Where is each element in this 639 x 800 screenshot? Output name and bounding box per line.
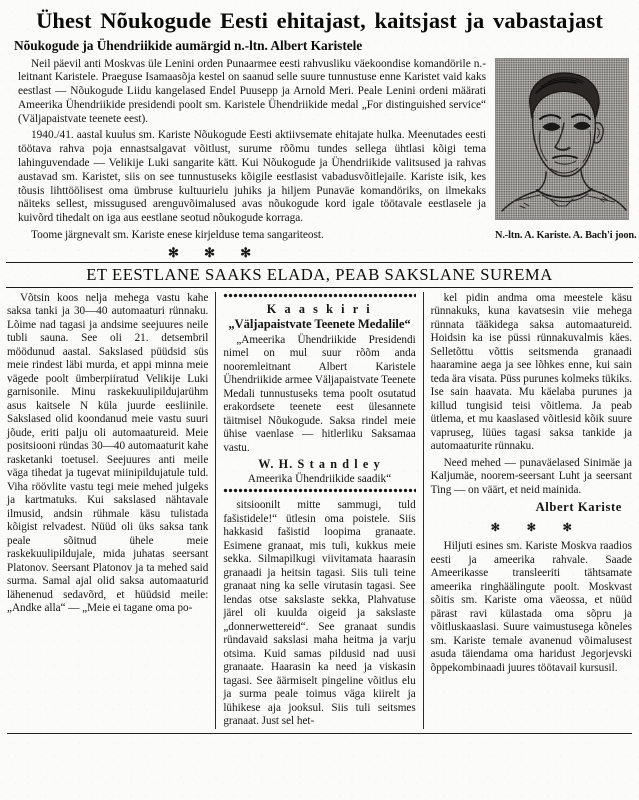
intro-paragraph-1: Neil päevil anti Moskvas üle Lenini orden Punaarmee eesti rahvusliku väekoondise komandörile n.-leitnant Karistele. Praeguse Isamaasõja kestel on saanud selle suure tunnustuse enne Karistet vaid kaks eestlast — Nõukogude Liidu kangelased Endel Puusepp ja Arnold Meri. Peale Lenini ordeni määrati Ameerika Ühendriikide presidendi poolt sm. Karistele Ühendriikide medal „For distinguished service“ (Väljapaistvate teenete eest). <box>18 57 486 125</box>
section-rule-bottom <box>6 287 633 288</box>
right-closing-paragraph: Hiljuti esines sm. Kariste Moskva raadios eesti ja ameerika rahvale. Saade Ameerikasse transleeriti tähtsamate ameerika ringhäälingute poolt. Moskvast sõitis sm. Kariste oma väeossa, et nüüd pärast ravi külastada oma sõpru ja võitluskaaslasi. Suure vaimustusega kõneles sm. Kariste temale avanenud võimalusest asuda täiendama oma haridust Jegorjevski õppekombinaadi juures töötavail kursusil. <box>430 540 632 674</box>
right-star-divider: ✻ ✻ ✻ <box>490 522 584 535</box>
intro-paragraph-2: 1940./41. aastal kuulus sm. Kariste Nõukogude Eesti aktiivsemate ehitajate hulka. Meenutades eesti töötava rahva poja ennastsalgavat võitlust, surume rõõmu tundes sellega ühtlasi kõigi tema lahinguvendade — Velikije Luki sangarite kätt. Kui Nõukogude ja Ühendriikide valitsused ja rahvas austavad sm. Karistet, siis on see tunnustuseks kõigile eestlasist vabadusvõitlejaile. Kariste isik, kes tõusis lihttöölisest oma ümbruse kultuurielu juhiks ja hiljem Punaväe komandöriks, on ilmekaks näiteks sellest, missugused arenguvõimalused avas nõukogude kord igale töötavale eestlasele ja kuivõrd tihedalt on iga aus eestlane seotud nõukogude korraga. <box>18 129 486 225</box>
page-bottom-rule <box>7 733 632 734</box>
three-column-body <box>0 292 639 729</box>
citation-title: K a a s k i r i <box>266 301 373 316</box>
section-heading: ET EESTLANE SAAKS ELADA, PEAB SAKSLANE SUREMA <box>86 264 553 284</box>
article-signature: Albert Kariste <box>535 500 622 515</box>
box-bottom-dotted-rule <box>223 487 415 494</box>
citation-signature: W. H. S t a n d l e y <box>258 457 381 472</box>
citation-signature-role: Ameerika Ühendriikide saadik“ <box>247 473 392 486</box>
column-left <box>7 292 215 729</box>
right-paragraph-1: kel pidin andma oma meestele käsu rünnakuks, kuna kavatsesin viie mehega rünnata tääkidega saksa automaatureid. Hoidsin ka ise püssi rünnakuvalmis käes. Selletõttu võttis seitsmenda granaadi haaramine aega ja see lõhkes enne, kui sain teda ära visata. Püss purunes kolmeks tükiks. Ise sain haavata. Mu käelaba purunes ja killud tungisid teisi võitlema. Ja peab ütlema, et mu kaaslased võitlesid kõik suure vapruseg, lüües tagasi saksa tankide ja automaaturite rünnaku. <box>430 291 632 453</box>
intro-paragraph-3: Toome järgnevalt sm. Kariste enese kirjelduse tema sangariteost. <box>31 228 324 241</box>
intro-section <box>0 54 639 260</box>
portrait-figure <box>495 58 637 241</box>
column-right <box>424 292 632 729</box>
portrait-caption: N.-ltn. A. Kariste. A. Bach'i joon. <box>495 229 637 241</box>
citation-body: „Ameerika Ühendriikide Presidendi nimel on mul suur rõõm anda nooremleitnant Albert Karistele Ühendriikide armee Väljapaistvate Teenete Medali tunnustuseks tema poolt osutatud erakordsete teenete eest ülesannete täitmisel Nõukogude. Saksa rindel meie ühise vaenlase — hitlerliku Saksamaa vastu. <box>223 333 416 454</box>
right-paragraph-2: Need mehed — punaväelased Sinimäe ja Kaljumäe, noorem-seersant Luht ja seersant Ting — on väärt, et neid mainida. <box>430 456 632 496</box>
middle-paragraph-1: sitsioonilt mitte sammugi, tuld fašistidele!“ ütlesin oma poistele. Siis hakkasid fašistid loopima granaate. Esimene granaat, mis tuli, kukkus meie sekka. Silmapilkugi viivitamata haarasin granaadi ja heitsin tagasi. Siis tuli teine granaat ning ka selle virutasin tagasi. See lendas otse sakslaste sekka, Plahvatuse järel oli kuulda oigeid ja sakslaste „donnerwettereid“. See granaat sundis ründavaid sakslasi maha heitma ja varju otsima. Kuid samas pildusid nad uusi granaate. Haarasin ka need ja viskasin tagasi. See äärmiselt pingeline võitlus elu ja surma peale toimus väga kiirelt ja lühikese aja jooksul. Siis tuli seitsmes granaat. Just sel het- <box>223 499 416 728</box>
page-subtitle: Nõukogude ja Ühendriikide aumärgid n.-ltn. Albert Karistele <box>14 37 363 53</box>
column-middle <box>215 292 423 729</box>
left-paragraph-1: Võtsin koos nelja mehega vastu kahe saksa tanki ja 30—40 automaaturi rünnaku. Lõime nad tagasi ja andsime seejuures neile tubli sauna. See oli 21. detsembril möödunud aastal. Sakslased püüdsid süs meie rindest läbi murda, et appi minna meie vägede poolt ümberpiiratud Velikije Luki garnisonile. Minu raskekuulipildujarühm asus kaitsele N küla juurde eesliinile. Sakslased olid koondanud meie vastu suuri jõude, eriti palju oli automaatureid. Meie positsiooni ründas 30—40 automaaturit kahe rasketanki toetusel. Seejuures anti meile väga tihedat ja tugevat miinipildujatule tuld. Viha röövlite vastu tegi meie mehed julgeks ja kartmatuks. Kui sakslased nähtavale ilmusid, andsin rühmale käsu tulistada kõigist relvadest. Nüüd oli üks saksa tank peale sõitnud ühele meie raskekuulipildujale, mida juhatas seersant Platonov. Seersant Platonov ja ta mehed said surma. Samal ajal olid saksa automaaturid lähenenud sedavõrd, et hüüdsid meile: „Andke alla“ — „Meie ei tagane oma po- <box>7 291 209 615</box>
citation-subtitle: „Väljapaistvate Teenete Medalile“ <box>228 317 411 332</box>
intro-star-divider: ✻ ✻ ✻ <box>168 244 263 260</box>
portrait-drawing <box>495 58 629 220</box>
page-title: Ühest Nõukogude Eesti ehitajast, kaitsjast ja vabastajast <box>36 8 603 33</box>
box-top-dotted-rule <box>223 292 415 299</box>
